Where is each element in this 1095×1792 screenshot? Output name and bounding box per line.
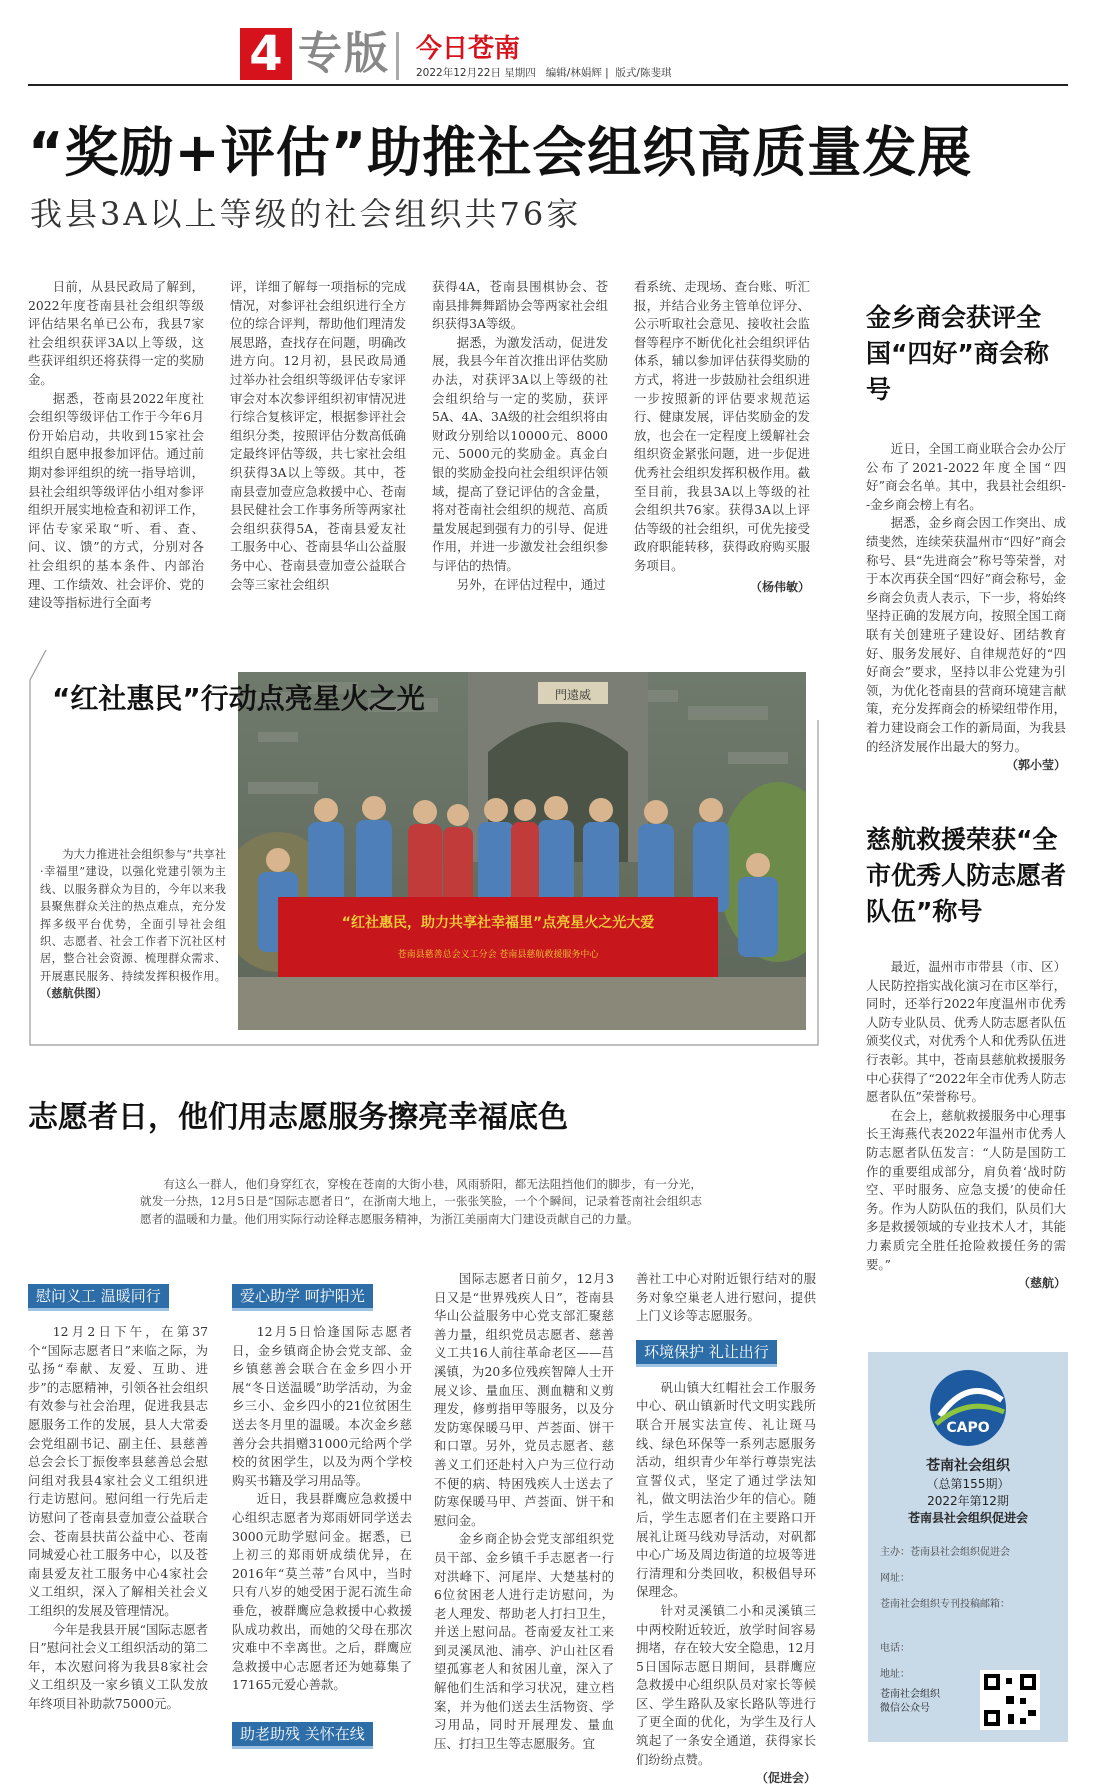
banner-subtext: 苍南县慈善总会义工分会 苍南县慈航救援服务中心 bbox=[397, 950, 599, 960]
promo-issue-total: （总第155期） bbox=[926, 1477, 1010, 1491]
side1-author: （郭小莹） bbox=[1005, 758, 1066, 773]
paragraph: 国际志愿者日前夕，12月3日又是“世界残疾人日”，苍南县华山公益服务中心党支部汇聚慈善力量，组织党员志愿者、慈善义工共16人前往革命老区——莒溪镇，为20多位残疾智障人士开展义诊、量血压、测血糖和义剪理发，修剪指甲等服务，以及分发防寒保暖马甲、芦荟面、饼干和口罩。另外，党员志愿者、慈善义工们还赴村入户为三位行动不便的病、特困残疾人士送去了防寒保暖马甲、芦荟面、饼干和慰问金。 bbox=[434, 1271, 614, 1528]
volunteer-col1 bbox=[28, 1284, 208, 1713]
paragraph: 近日，我县群鹰应急救援中心组织志愿者为郑雨妍同学送去3000元助学慰问金。据悉，已上初三的郑雨妍成绩优异，在2016年“莫兰蒂”台风中，当时只有八岁的她受困于泥石流生命垂危，被群鹰应急救援中心救援队成功救出，而她的父母在那次灾难中不幸离世。之后，群鹰应急救援中心志愿者还为她募集了17165元爱心善款。 bbox=[232, 1491, 412, 1693]
svg-text:CAPO: CAPO bbox=[946, 1420, 990, 1436]
promo-org-name: 苍南社会组织 bbox=[926, 1458, 1010, 1474]
sub-heading: 爱心助学 呵护阳光 bbox=[232, 1284, 373, 1311]
section-name: 专版 bbox=[298, 28, 390, 79]
paragraph: 12月5日恰逢国际志愿者日，金乡镇商企协会党支部、金乡镇慈善会联合在金乡四小开展“冬日送温暖”助学活动，为金乡三小、金乡四小的21位贫困生送去冬月里的温暖。本次金乡慈善分会共捐赠31000元给两个学校的贫困学生，以及为两个学校购买书籍及学习用品等。 bbox=[232, 1324, 412, 1488]
headline-subtitle: 我县3A以上等级的社会组织共76家 bbox=[30, 195, 582, 233]
svg-text:門遠威: 門遠威 bbox=[554, 688, 592, 702]
caption-text: 为大力推进社会组织参与“共享社·幸福里”建设，以强化党建引领为主线、以服务群众为目的，今年以来我县聚焦群众关注的热点难点，充分发挥多级平台优势，全面引导社会组织、志愿者、社会工作者下沉社区村居，整合社会资源、梳理群众需求、开展惠民服务、持续发挥积极作用。 bbox=[40, 848, 226, 983]
sub-heading: 助老助残 关怀在线 bbox=[232, 1722, 373, 1749]
photo-caption bbox=[40, 846, 226, 1003]
promo-wechat-label: 苍南社会组织 微信公众号 bbox=[880, 1689, 940, 1714]
sub-heading: 慰问义工 温暖同行 bbox=[28, 1284, 169, 1311]
issue-date: 2022年12月22日 星期四 bbox=[416, 67, 536, 79]
paragraph: 金乡商企协会党支部组织党员干部、金乡镇千手志愿者一行对洪峰下、河尾岸、大楚基村的6位贫困老人进行走访慰问，为老人理发、帮助老人打扫卫生，并送上慰问品。苍南爱友社工来到灵溪凤池、浦亭、沪山社区看望孤寡老人和贫困儿童，深入了解他们生活和学习状况，建立档案，并为他们送去生活物资、学习用品，同时开展理发、量血压、打扫卫生等志愿服务。宜 bbox=[434, 1531, 614, 1751]
side1-body bbox=[866, 440, 1066, 775]
promo-email: 苍南社会组织专刊投稿邮箱： bbox=[880, 1599, 1010, 1610]
volunteer-intro: 有这么一群人，他们身穿红衣，穿梭在苍南的大街小巷，风雨骄阳，都无法阻挡他们的脚步，有一分光，就发一分热，12月5日是“国际志愿者日”，在浙南大地上，一张张笑脸，一个个瞬间，记录着苍南社会组织志愿者的温暖和力量。他们用实际行动诠释志愿服务精神，为浙江美丽南大门建设贡献自己的力量。 bbox=[140, 1177, 702, 1226]
paragraph: 针对灵溪镇二小和灵溪镇三中两校附近较近，放学时间容易拥堵，存在较大安全隐患，12月5日国际志愿日期间，县群鹰应急救援中心组织队员对家长等候区、学生路队及家长路队等进行了更全面的优化，为学生及行人筑起了一条安全通道，获得家长们纷纷点赞。 bbox=[636, 1602, 816, 1767]
caption-author: （慈航供图） bbox=[40, 986, 108, 1001]
layout-editor: 版式/陈斐琪 bbox=[615, 67, 672, 79]
article-author: （杨伟敏） bbox=[749, 579, 810, 594]
masthead-rule bbox=[28, 84, 1068, 86]
side2-body bbox=[866, 958, 1066, 1293]
banner-text: “红社惠民，助力共享社幸福里”点亮星火之光大爱 bbox=[341, 915, 655, 931]
main-article-col4 bbox=[634, 278, 810, 596]
sub1-body bbox=[28, 1323, 208, 1713]
paragraph: 看系统、走现场、查台账、听汇报，并结合业务主管单位评分、公示听取社会意见、接收社会监督等程序不断优化社会组织评估体系，辅以参加评估获得奖励的方式，将进一步鼓励社会组织进一步按照新的评估要求规范运行、健康发展，评估奖励金的发放，也会在一定程度上缓解社会组织资金紧张问题，进一步促进优秀社会组织发挥积极作用。截至目前，我县3A以上等级的社会组织共76家。获得3A以上评估等级的社会组织，可优先接受政府职能转移，获得政府购买服务项目。 bbox=[634, 279, 810, 573]
sub2-body bbox=[232, 1323, 412, 1695]
promo-publisher: 苍南县社会组织促进会 bbox=[907, 1511, 1028, 1525]
paragraph: 近日，全国工商业联合会办公厅公布了2021-2022年度全国“四好”商会名单。其中，我县社会组织--金乡商会榜上有名。 bbox=[866, 441, 1066, 512]
promo-contact bbox=[880, 1540, 1060, 1688]
promo-website: 网址： bbox=[880, 1573, 910, 1584]
promo-phone: 电话： bbox=[880, 1643, 910, 1654]
page-number: 4 bbox=[240, 28, 292, 80]
promo-box bbox=[868, 1352, 1068, 1742]
sub4-body bbox=[636, 1379, 816, 1788]
promo-issue-year: 2022年第12期 bbox=[927, 1494, 1009, 1508]
paragraph: 获得4A，苍南县围棋协会、苍南县排舞舞蹈协会等两家社会组织获得3A等级。 bbox=[432, 279, 608, 332]
promo-address: 主办：苍南县社会组织促进会 bbox=[880, 1547, 1010, 1558]
paragraph: 日前，从县民政局了解到，2022年度苍南县社会组织等级评估结果名单已公布，我县7家社会组织获评3A以上等级，这些获评组织还将获得一定的奖励金。 bbox=[28, 279, 204, 387]
volunteer-col3 bbox=[434, 1270, 614, 1753]
headline-title: “奖励+评估”助推社会组织高质量发展 bbox=[28, 121, 973, 184]
editor: 编辑/林娟辉 bbox=[545, 67, 602, 79]
main-article-col3 bbox=[432, 278, 608, 594]
qr-code-icon bbox=[980, 1670, 1040, 1730]
sub-heading: 环境保护 礼让出行 bbox=[636, 1340, 777, 1367]
volunteer-author: （促进会） bbox=[755, 1771, 816, 1786]
main-article-col2 bbox=[230, 278, 406, 594]
group-photo bbox=[238, 672, 806, 1030]
paragraph: 最近，温州市市带县（市、区）人民防控指实战化演习在市区举行，同时，还举行2022年度温州市优秀人防专业队员、优秀人防志愿者队伍颁奖仪式，对优秀个人和优秀队伍进行表彰。其中，苍南县慈航救援服务中心获得了“2022年全市优秀人防志愿者队伍”荣誉称号。 bbox=[866, 959, 1066, 1105]
capo-logo-icon bbox=[918, 1366, 1018, 1450]
paragraph: 评，详细了解每一项指标的完成情况，对参评社会组织进行全方位的综合评判，帮助他们理清发展思路，查找存在问题，明确改进方向。12月初，县民政局通过举办社会组织等级评估专家评审会对本次参评组织初审情况进行综合复核评定，根据参评社会组织分类，按照评估分数高低确定最终评估等级，共七家社会组织获得3A以上等级。其中，苍南县壹加壹应急救援中心、苍南县民健社会工作事务所等两家社会组织获得5A，苍南县爱友社工服务中心、苍南县华山公益服务中心、苍南县壹加壹公益联合会等三家社会组织 bbox=[230, 279, 406, 592]
photo-section-title: “红社惠民”行动点亮星火之光 bbox=[52, 682, 425, 715]
paragraph: 据悉，金乡商会因工作突出、成绩斐然，连续荣获温州市“四好”商会称号、县“先进商会”称号等荣誉，对于本次再获全国“四好”商会称号，金乡商会负责人表示，下一步，将始终坚持正确的发展方向，按照全国工商联有关创建班子建设好、团结教育好、服务发展好、自律规范好的“四好商会”要求，坚持以非公党建为引领，为优化苍南县的营商环境建言献策，充分发挥商会的桥梁纽带作用，着力建设商会工作的新局面，为我县的经济发展作出最大的努力。 bbox=[866, 515, 1066, 754]
paragraph: 据悉，为激发活动，促进发展，我县今年首次推出评估奖励办法，对获评3A以上等级的社会组织给与一定的奖励，获评5A、4A、3A级的社会组织将由财政分别给以10000元、8000元、5000元的奖励金。真金白银的奖励金投向社会组织评估领域，提高了登记评估的含金量，将对苍南社会组织的规范、高质量发展起到强有力的引导、促进作用，并进一步激发社会组织参与评估的热情。 bbox=[432, 334, 608, 573]
paragraph: 今年是我县开展“国际志愿者日”慰问社会义工组织活动的第二年，本次慰问将为我县8家社会义工组织及一家乡镇义工队发放年终项目补助款75000元。 bbox=[28, 1621, 208, 1711]
masthead-meta: 2022年12月22日 星期四 编辑/林娟辉 | 版式/陈斐琪 bbox=[416, 67, 672, 79]
masthead-divider bbox=[396, 32, 399, 80]
volunteer-col2 bbox=[232, 1284, 412, 1695]
paragraph: 据悉，苍南县2022年度社会组织等级评估工作于今年6月份开始启动，共收到15家社会组织自愿申报参加评估。通过前期对参评组织的统一指导培训，县社会组织等级评估小组对参评组织开展实地检查和初评工作，评估专家采取“听、看、查、问、议、馈”的方式，分别对各社会组织的基本条件、内部治理、工作绩效、社会评价、党的建设等指标进行全面考 bbox=[28, 390, 204, 611]
main-article-col1 bbox=[28, 278, 204, 613]
col4-top bbox=[636, 1270, 816, 1326]
side2-author: （慈航） bbox=[1017, 1276, 1066, 1291]
side1-title: 金乡商会获评全国“四好”商会称号 bbox=[866, 303, 1049, 404]
paragraph: 12月2日下午，在第37个“国际志愿者日”来临之际，为弘扬“奉献、友爱、互助、进步”的志愿精神，引领各社会组织有效参与社会治理，促进我县志愿服务工作的发展，县人大常委会党组副书记、副主任、县慈善总会会长丁振俊率县慈善总会慰问组对我县4家社会义工组织进行走访慰问。慰问组一行先后走访慰问了苍南县壹加壹公益联合会、苍南县扶苗公益中心、苍南同城爱心社工服务中心，以及苍南县爱友社工服务中心4家社会义工组织，深入了解相关社会义工组织的发展及管理情况。 bbox=[28, 1324, 208, 1618]
brand-name: 今日苍南 bbox=[416, 34, 521, 64]
volunteer-col4 bbox=[636, 1270, 816, 1788]
promo-location: 地址： bbox=[880, 1669, 910, 1680]
side2-title: 慈航救援荣获“全市优秀人防志愿者队伍”称号 bbox=[866, 825, 1067, 926]
volunteer-title: 志愿者日，他们用志愿服务擦亮幸福底色 bbox=[28, 1100, 568, 1135]
paragraph: 在会上，慈航救援服务中心理事长王海燕代表2022年温州市优秀人防志愿者队伍发言：“人防是国防工作的重要组成部分，肩负着‘战时防空、平时服务、应急支援’的使命任务。作为人防队伍的我们，队员们大多是救援领域的专业技术人才，其能力素质完全胜任抢险救援任务的需要。” bbox=[866, 1107, 1066, 1272]
paragraph: 另外，在评估过程中，通过 bbox=[456, 576, 606, 592]
paragraph: 善社工中心对附近银行结对的服务对象空巢老人进行慰问，提供上门义诊等志愿服务。 bbox=[636, 1271, 816, 1324]
paragraph: 矾山镇大红帽社会工作服务中心、矾山镇新时代文明实践所联合开展实法宣传、礼让斑马线、绿色环保等一系列志愿服务活动，组织青少年举行尊崇宪法宣誓仪式，坚定了通过学法知礼，做文明法治少年的信心。随后，学生志愿者们在主要路口开展礼让斑马线劝导活动，对矾都中心广场及周边街道的垃圾等进行清理和分类回收，积极倡导环保理念。 bbox=[636, 1379, 816, 1600]
